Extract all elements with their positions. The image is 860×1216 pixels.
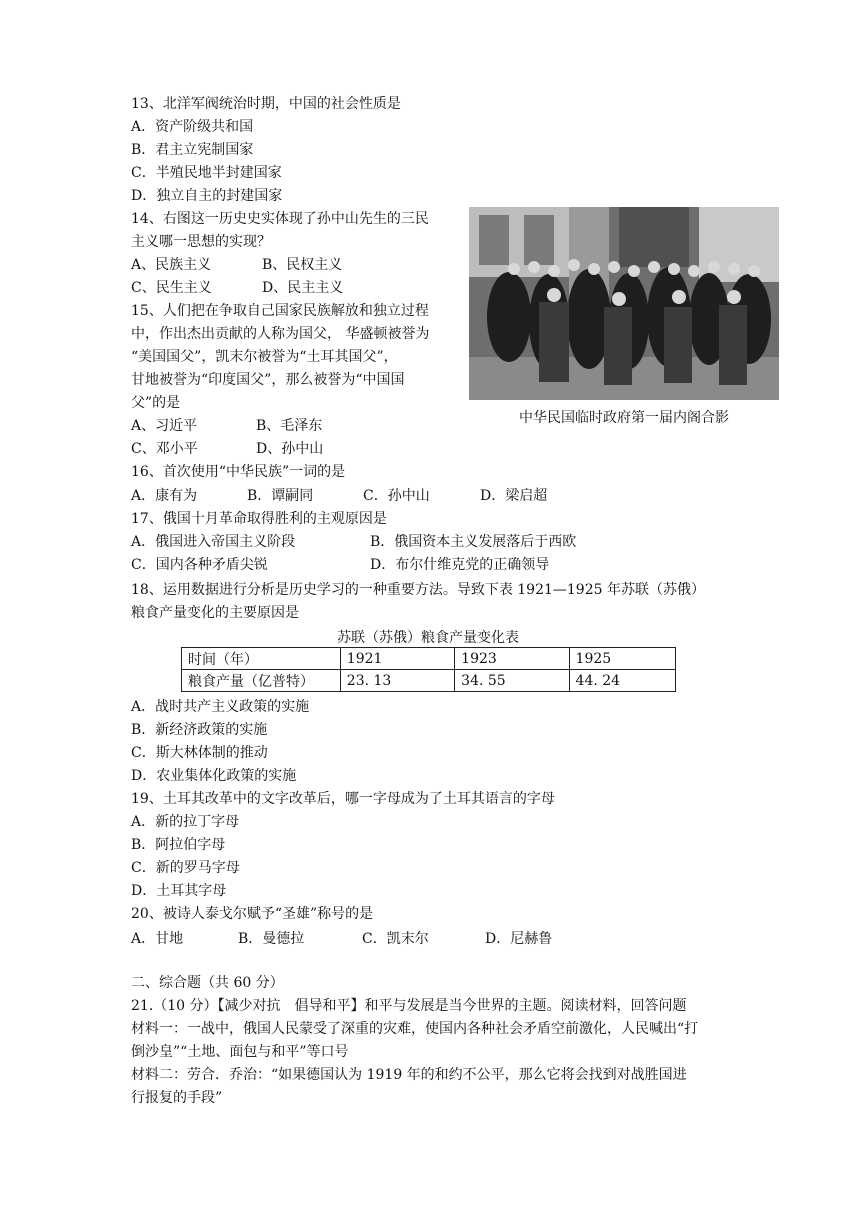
- q16-stem: 16、首次使用“中华民族”一词的是: [131, 464, 346, 480]
- q16-option-b: B．谭嗣同: [247, 488, 314, 504]
- table-cell: 1923: [455, 648, 569, 670]
- table-cell: 44. 24: [569, 670, 675, 692]
- q19-option-a: A．新的拉丁字母: [131, 814, 240, 830]
- q19-stem: 19、土耳其改革中的文字改革后，哪一字母成为了土耳其语言的字母: [131, 791, 555, 807]
- q20-option-d: D．尼赫鲁: [485, 931, 553, 947]
- table-row-output: [182, 670, 676, 692]
- q15-stem-line3: “美国国父”，凯末尔被誉为“土耳其国父”，: [131, 349, 398, 365]
- q15-stem-line2: 中，作出杰出贡献的人称为国父， 华盛顿被誉为: [131, 326, 430, 342]
- q18-option-b: B．新经济政策的实施: [131, 722, 268, 738]
- photo-caption: 中华民国临时政府第一届内阁合影: [519, 410, 729, 426]
- q18-stem-line2: 粮食产量变化的主要原因是: [131, 605, 299, 621]
- section-heading: 二、综合题（共 60 分）: [131, 975, 284, 991]
- q13-option-b: B．君主立宪制国家: [131, 142, 254, 158]
- table-header-cell: 时间（年）: [182, 648, 341, 670]
- q13-option-a: A．资产阶级共和国: [131, 119, 254, 135]
- q18-stem-line1: 18、运用数据进行分析是历史学习的一种重要方法。导致下表 1921—1925 年苏联（苏俄）: [131, 582, 705, 598]
- q19-option-d: D．土耳其字母: [131, 883, 227, 899]
- q18-option-a: A．战时共产主义政策的实施: [131, 699, 310, 715]
- q15-option-b: B、毛泽东: [256, 418, 323, 434]
- table-cell: 1925: [569, 648, 675, 670]
- q14-option-d: D、民主主义: [262, 280, 344, 296]
- table-cell: 23. 13: [340, 670, 454, 692]
- q17-option-d: D．布尔什维克党的正确领导: [370, 557, 550, 573]
- q21-line2: 材料一：一战中，俄国人民蒙受了深重的灾难，使国内各种社会矛盾空前激化，人民喊出“打: [131, 1021, 699, 1037]
- table-row-year: [182, 648, 676, 670]
- q20-option-a: A．甘地: [131, 931, 184, 947]
- q21-line4: 材料二：劳合．乔治：“如果德国认为 1919 年的和约不公平，那么它将会找到对战胜国进: [131, 1067, 687, 1083]
- q14-stem-line2: 主义哪一思想的实现？: [131, 234, 271, 250]
- grain-output-table: [181, 647, 676, 692]
- q17-option-c: C．国内各种矛盾尖锐: [131, 557, 268, 573]
- q17-option-a: A．俄国进入帝国主义阶段: [131, 534, 296, 550]
- table-title: 苏联（苏俄）粮食产量变化表: [337, 630, 519, 646]
- table-cell: 1921: [340, 648, 454, 670]
- q15-stem-line5: 父”的是: [131, 395, 181, 411]
- q15-option-c: C、邓小平: [131, 441, 198, 457]
- q21-line5: 行报复的手段”: [131, 1090, 223, 1106]
- q14-option-b: B、民权主义: [262, 257, 343, 273]
- q16-option-c: C．孙中山: [363, 488, 430, 504]
- q15-stem-line4: 甘地被誉为“印度国父”，那么被誉为“中国国: [131, 372, 405, 388]
- cabinet-group-photo: [469, 207, 779, 400]
- q21-line3: 倒沙皇”“土地、面包与和平”等口号: [131, 1044, 349, 1060]
- q17-stem: 17、俄国十月革命取得胜利的主观原因是: [131, 511, 387, 527]
- photo-illustration: [469, 207, 779, 400]
- q13-option-c: C．半殖民地半封建国家: [131, 165, 282, 181]
- q19-option-b: B．阿拉伯字母: [131, 837, 226, 853]
- q20-stem: 20、被诗人泰戈尔赋予“圣雄”称号的是: [131, 906, 374, 922]
- q16-option-d: D．梁启超: [480, 488, 548, 504]
- q16-option-a: A．康有为: [131, 488, 198, 504]
- q14-stem-line1: 14、右图这一历史史实体现了孙中山先生的三民: [131, 211, 429, 227]
- q13-stem: 13、北洋军阀统治时期，中国的社会性质是: [131, 96, 401, 112]
- q15-option-a: A、习近平: [131, 418, 198, 434]
- q15-option-d: D、孙中山: [256, 441, 324, 457]
- q20-option-c: C．凯末尔: [362, 931, 429, 947]
- q19-option-c: C．新的罗马字母: [131, 860, 240, 876]
- table-cell: 34. 55: [455, 670, 569, 692]
- q18-option-d: D．农业集体化政策的实施: [131, 768, 297, 784]
- q13-option-d: D．独立自主的封建国家: [131, 188, 283, 204]
- q18-option-c: C．斯大林体制的推动: [131, 745, 268, 761]
- q14-option-a: A、民族主义: [131, 257, 212, 273]
- q17-option-b: B．俄国资本主义发展落后于西欧: [370, 534, 577, 550]
- q14-option-c: C、民生主义: [131, 280, 212, 296]
- q20-option-b: B．曼德拉: [238, 931, 305, 947]
- table-header-cell: 粮食产量（亿普特）: [182, 670, 341, 692]
- q15-stem-line1: 15、人们把在争取自己国家民族解放和独立过程: [131, 303, 429, 319]
- q21-line1: 21.（10 分）【减少对抗 倡导和平】和平与发展是当今世界的主题。阅读材料，回答问题: [131, 998, 687, 1014]
